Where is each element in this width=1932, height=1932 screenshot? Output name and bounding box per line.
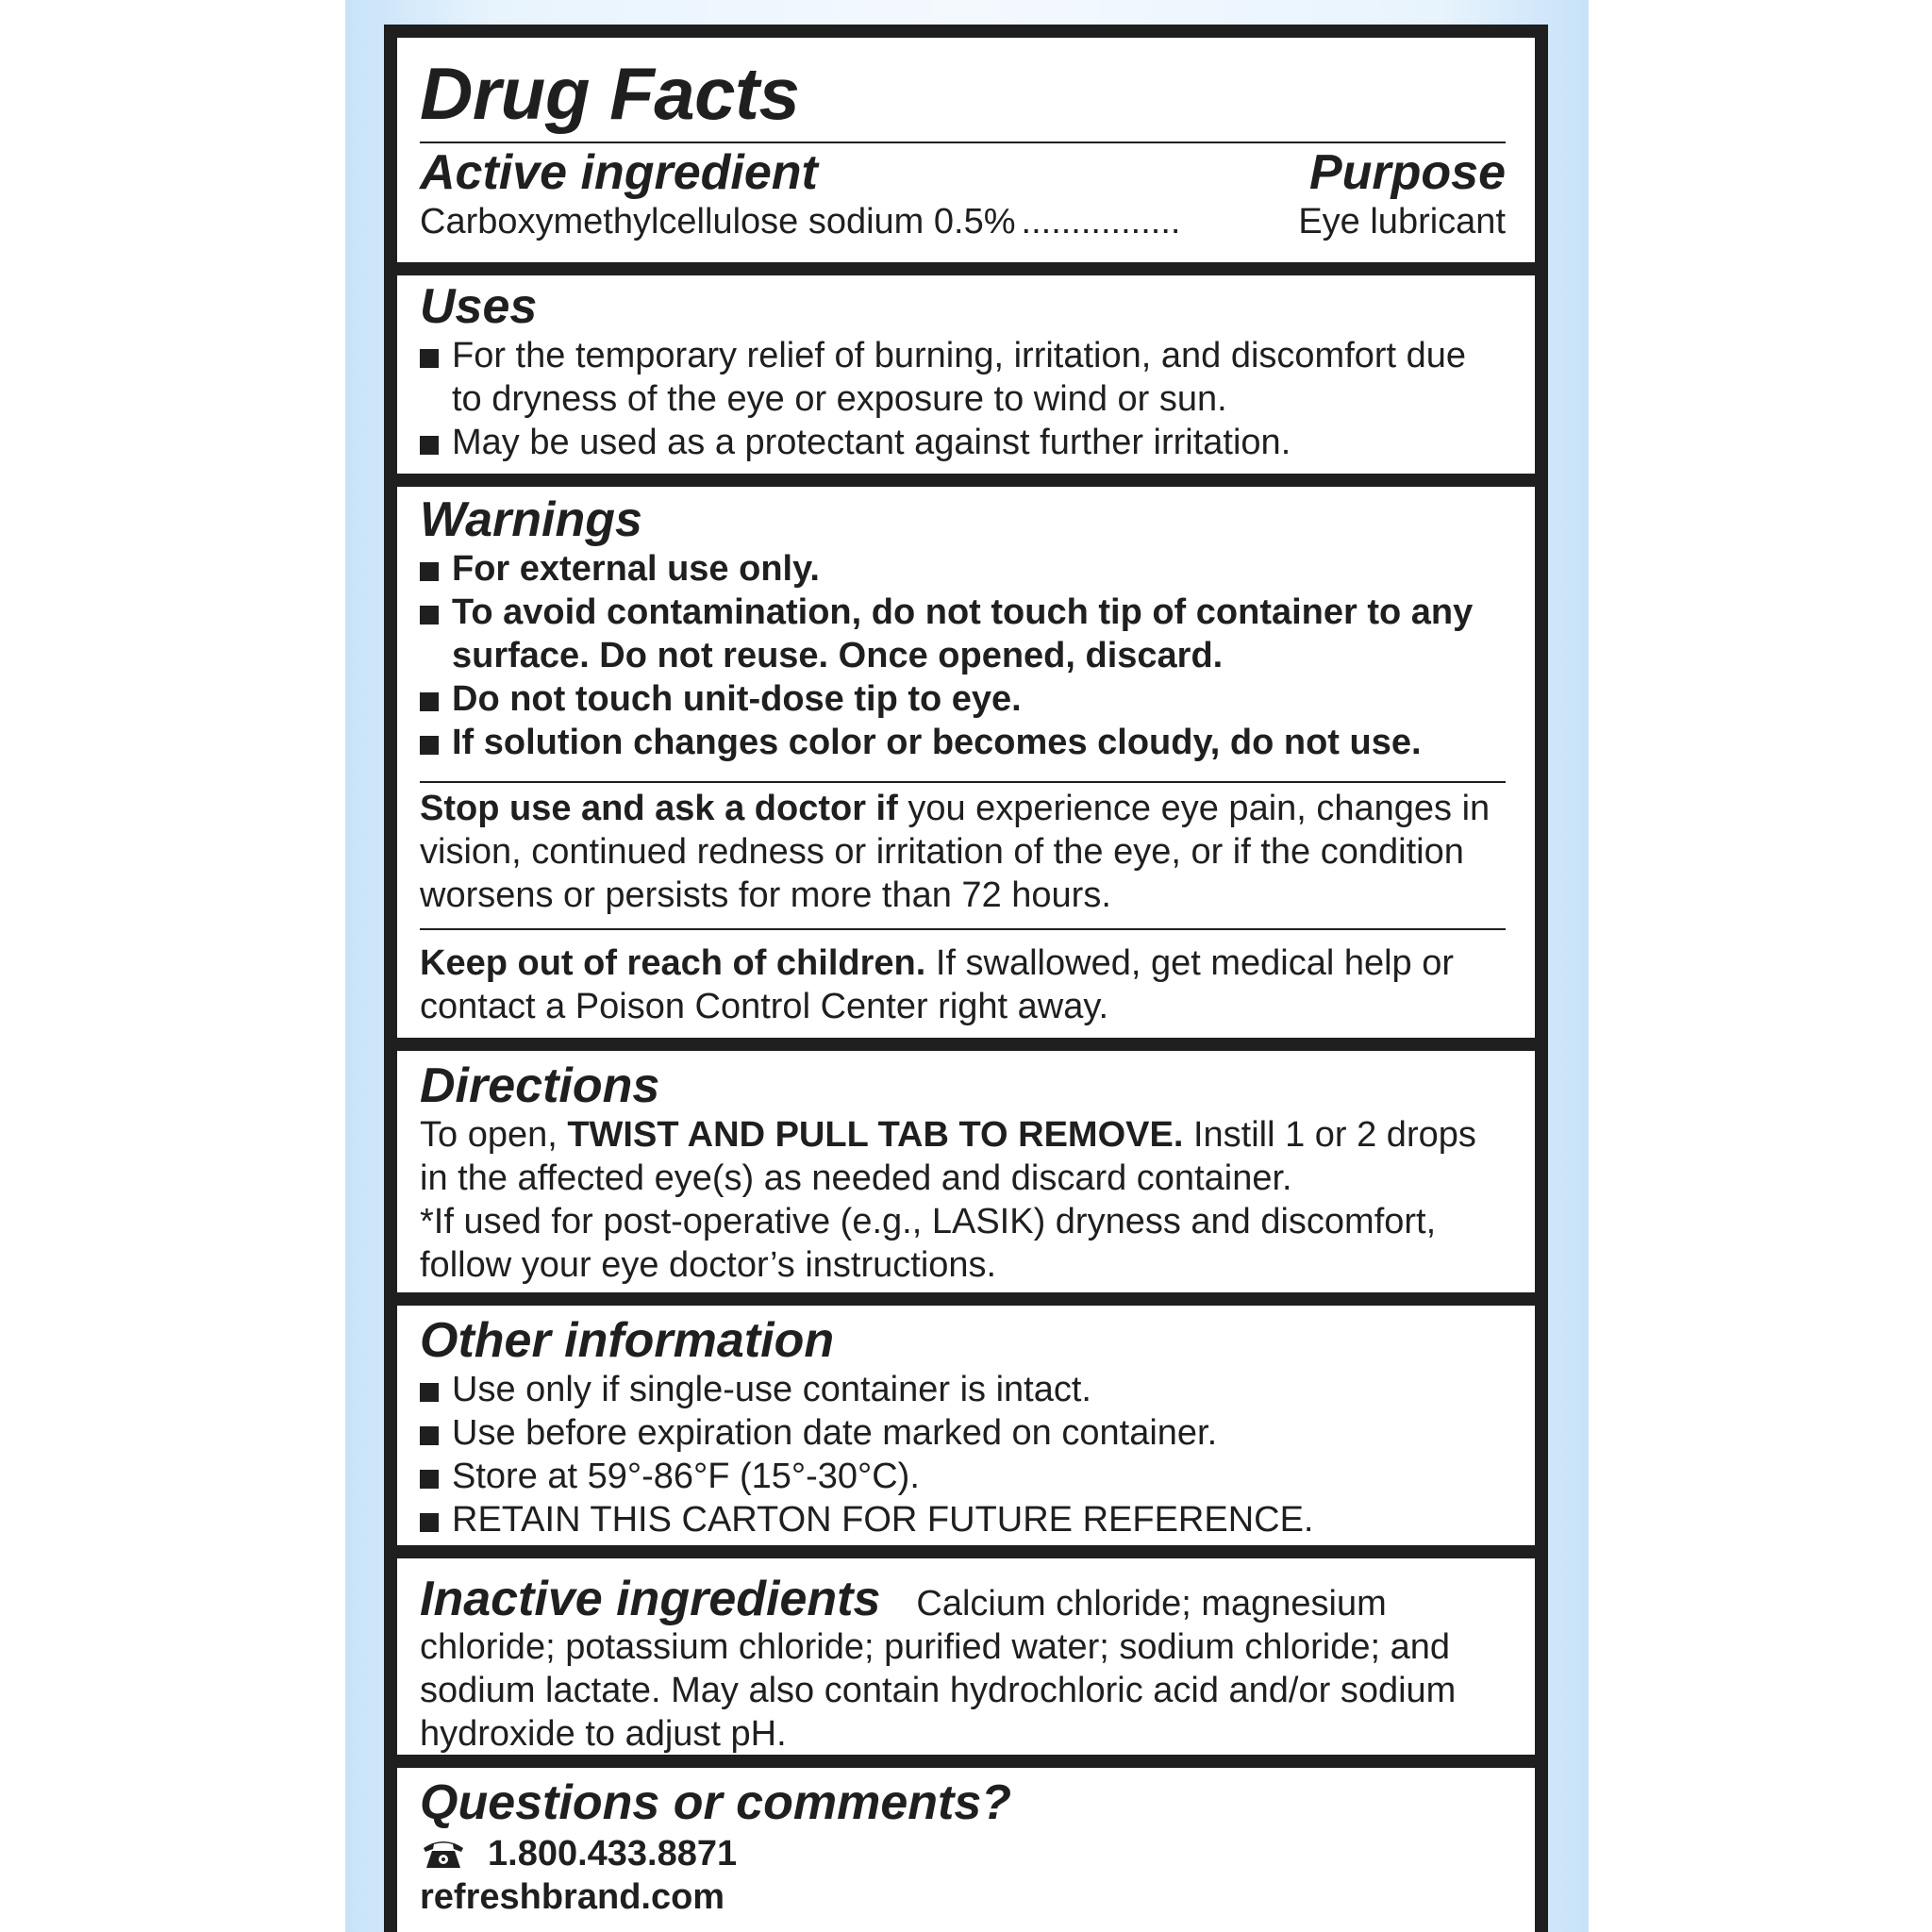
- directions-section: [397, 1051, 1535, 1287]
- phone-line: [420, 1832, 1506, 1875]
- active-ingredient-heading: Active ingredient: [420, 145, 818, 200]
- inactive-ingredients-heading: Inactive ingredients: [420, 1572, 881, 1626]
- warnings-section: [397, 487, 1535, 1028]
- active-ingredient-row: [420, 200, 1506, 243]
- uses-section: [397, 275, 1535, 464]
- drug-facts-label: [384, 25, 1548, 1932]
- stop-use-text: you experience eye pain, changes in vision, continued redness or irritation of the eye, or if the condition worsens or persists for more than 72 hours.: [420, 789, 1491, 915]
- other-info-item: RETAIN THIS CARTON FOR FUTURE REFERENCE.: [420, 1498, 1506, 1541]
- section-divider: [397, 1292, 1535, 1306]
- warning-item: Do not touch unit-dose tip to eye.: [420, 677, 1506, 721]
- other-info-heading: Other information: [420, 1313, 835, 1368]
- keep-out-lead: Keep out of reach of children.: [420, 943, 926, 983]
- uses-heading: Uses: [420, 279, 538, 334]
- website-link[interactable]: refreshbrand.com: [420, 1877, 725, 1917]
- other-info-item: Use before expiration date marked on container.: [420, 1411, 1506, 1455]
- directions-text: [420, 1113, 1506, 1200]
- inactive-ingredients-list: Calcium chloride; magnesium chloride; potassium chloride; purified water; sodium chloride; and sodium lactate. May also contain hydrochloric acid and/or sodium hydroxide to adjust pH.: [420, 1584, 1457, 1754]
- directions-post: Instill 1 or 2 drops in the affected eye(s) as needed and discard container.: [420, 1115, 1476, 1198]
- telephone-icon: [420, 1835, 467, 1871]
- inactive-ingredients-section: [397, 1558, 1535, 1756]
- questions-section: [397, 1768, 1535, 1919]
- keep-out-text: If swallowed, get medical help or contact a Poison Control Center right away.: [420, 943, 1455, 1026]
- purpose-heading: Purpose: [1308, 145, 1506, 200]
- active-ingredient-name: Carboxymethylcellulose sodium 0.5%: [420, 202, 1016, 242]
- warning-item: If solution changes color or becomes cloudy, do not use.: [420, 721, 1506, 764]
- section-divider: [397, 1755, 1535, 1768]
- directions-bold: TWIST AND PULL TAB TO REMOVE.: [567, 1115, 1184, 1155]
- keep-out-paragraph: [420, 941, 1506, 1028]
- drug-facts-title: Drug Facts: [420, 52, 800, 135]
- other-info-item: Store at 59°-86°F (15°-30°C).: [420, 1455, 1506, 1498]
- section-divider: [397, 1038, 1535, 1051]
- header-section: [397, 38, 1535, 243]
- stop-use-paragraph: [420, 787, 1506, 917]
- other-info-item: Use only if single-use container is intact.: [420, 1368, 1506, 1411]
- inactive-ingredients-text: [420, 1572, 1506, 1756]
- stop-use-lead: Stop use and ask a doctor if: [420, 789, 898, 828]
- uses-item: For the temporary relief of burning, irritation, and discomfort due to dryness of the eye or exposure to wind or sun.: [420, 334, 1506, 421]
- section-divider: [397, 262, 1535, 275]
- uses-item: May be used as a protectant against further irritation.: [420, 421, 1506, 464]
- warning-item: For external use only.: [420, 547, 1506, 591]
- active-ingredient-purpose: Eye lubricant: [1298, 202, 1506, 242]
- questions-heading: Questions or comments?: [420, 1775, 1011, 1830]
- dot-leader: ................: [1021, 202, 1181, 242]
- section-divider: [397, 1545, 1535, 1558]
- directions-note: *If used for post-operative (e.g., LASIK) dryness and discomfort, follow your eye doctor’s instructions.: [420, 1202, 1437, 1285]
- phone-number[interactable]: 1.800.433.8871: [488, 1834, 738, 1874]
- directions-pre: To open,: [420, 1115, 568, 1155]
- other-info-section: [397, 1306, 1535, 1541]
- warning-item: To avoid contamination, do not touch tip of container to any surface. Do not reuse. Once opened, discard.: [420, 591, 1506, 677]
- warnings-heading: Warnings: [420, 492, 642, 547]
- section-divider: [397, 474, 1535, 487]
- directions-heading: Directions: [420, 1058, 660, 1113]
